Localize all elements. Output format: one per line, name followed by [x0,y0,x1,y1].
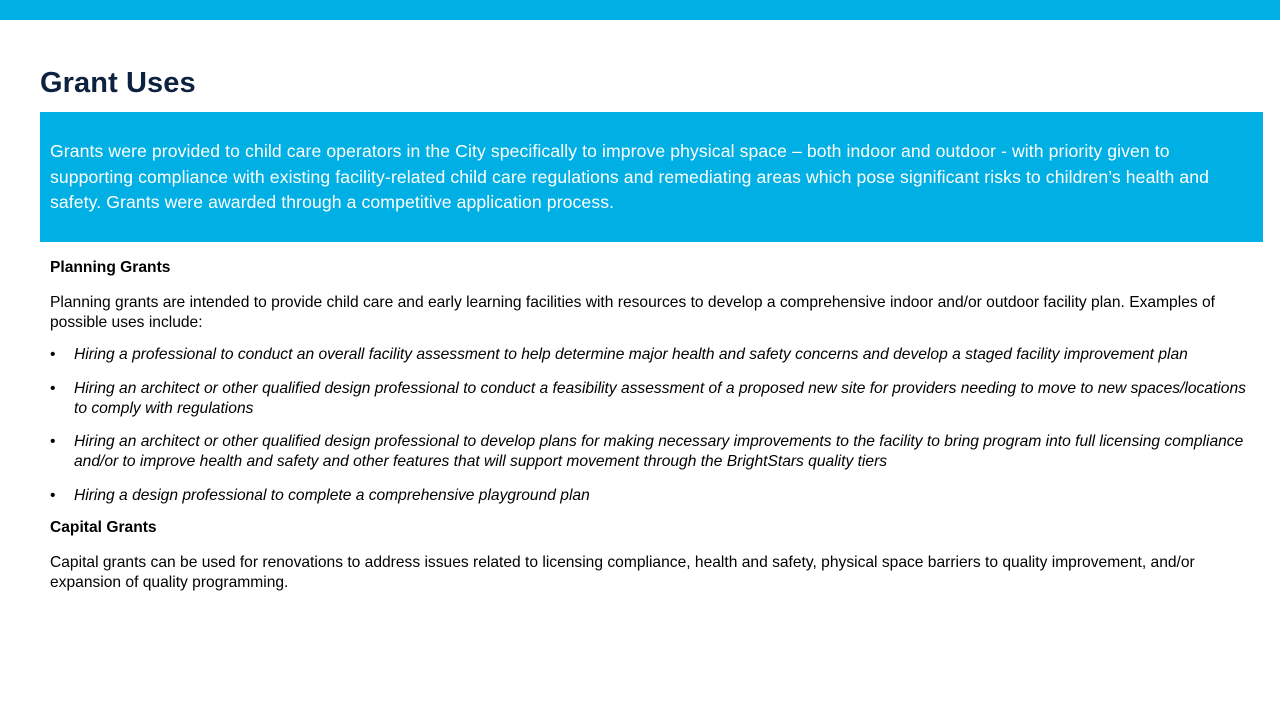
capital-grants-description: Capital grants can be used for renovations to address issues related to licensing compliance, health and safety, physical space barriers to quality improvement, and/or expansion of quality programming. [50,554,1195,591]
list-item [50,486,1250,506]
planning-uses-list [50,345,1250,506]
list-item [50,432,1250,472]
planning-grants-description: Planning grants are intended to provide child care and early learning facilities with resources to develop a comprehensive indoor and/or outdoor facility plan. Examples of possible uses include: [50,294,1216,331]
content-body [50,255,1250,605]
list-item [50,345,1250,365]
bullet-icon: • [50,346,56,363]
list-item-text: Hiring an architect or other qualified design professional to develop plans for making necessary improvements to the facility to bring program into full licensing compliance and/or to improve health and safety and other features that will support movement through the BrightStars quality tiers [74,433,1244,470]
list-item [50,379,1250,419]
list-item-text: Hiring a design professional to complete a comprehensive playground plan [74,486,590,504]
list-item-text: Hiring an architect or other qualified design professional to conduct a feasibility assessment of a proposed new site for providers needing to move to new spaces/locations to comply with regulations [74,379,1246,417]
slide-title: Grant Uses [40,67,196,99]
top-accent-bar [0,0,1280,20]
bullet-icon: • [50,379,56,397]
intro-banner [40,112,1263,242]
list-item-text: Hiring a professional to conduct an overall facility assessment to help determine major health and safety concerns and develop a staged facility improvement plan [74,346,1188,363]
bullet-icon: • [50,486,56,504]
capital-grants-heading: Capital Grants [50,519,157,536]
intro-text: Grants were provided to child care operators in the City specifically to improve physical space – both indoor and outdoor - with priority given to supporting compliance with existing facility-related child care regulations and remediating areas which pose significant risks to children’s health and safety. Grants were awarded through a competitive application process. [50,141,1209,212]
planning-grants-heading: Planning Grants [50,259,171,276]
bullet-icon: • [50,433,56,450]
